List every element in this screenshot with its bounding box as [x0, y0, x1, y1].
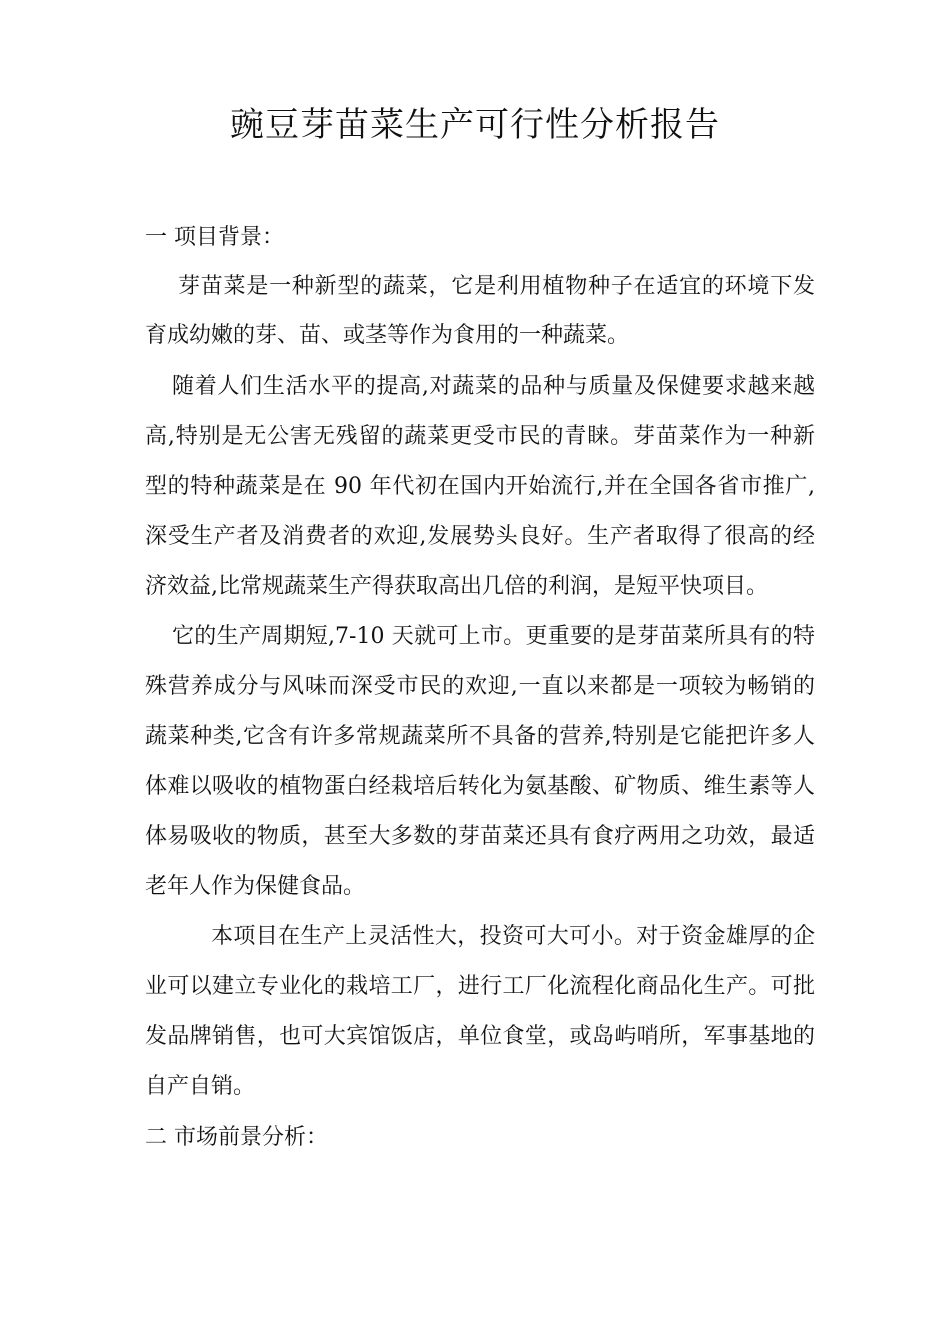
paragraph-line: 自产自销。: [145, 1074, 256, 1099]
paragraph-line: 体易吸收的物质，甚至大多数的芽苗菜还具有食疗两用之功效，最适: [145, 824, 815, 849]
paragraph-line: 芽苗菜是一种新型的蔬菜，它是利用植物种子在适宜的环境下发: [178, 274, 815, 299]
paragraph-line: 本项目在生产上灵活性大，投资可大可小。对于资金雄厚的企: [211, 924, 815, 949]
paragraph-line: 高,特别是无公害无残留的蔬菜更受市民的青睐。芽苗菜作为一种新: [145, 424, 815, 449]
paragraph-line: 它的生产周期短,7-10 天就可上市。更重要的是芽苗菜所具有的特: [172, 624, 815, 649]
paragraph-line: 济效益,比常规蔬菜生产得获取高出几倍的利润，是短平快项目。: [145, 574, 768, 599]
section-heading-background: 一 项目背景：: [145, 225, 284, 250]
document-title: 豌豆芽苗菜生产可行性分析报告: [230, 105, 720, 145]
paragraph-line: 随着人们生活水平的提高,对蔬菜的品种与质量及保健要求越来越: [172, 374, 815, 399]
paragraph-line: 蔬菜种类,它含有许多常规蔬菜所不具备的营养,特别是它能把许多人: [145, 724, 815, 749]
paragraph-line: 育成幼嫩的芽、苗、或茎等作为食用的一种蔬菜。: [145, 323, 630, 348]
section-heading-market: 二 市场前景分析：: [145, 1125, 328, 1150]
paragraph-line: 深受生产者及消费者的欢迎,发展势头良好。生产者取得了很高的经: [145, 524, 815, 549]
paragraph-line: 发品牌销售，也可大宾馆饭店，单位食堂，或岛屿哨所，军事基地的: [145, 1024, 815, 1049]
paragraph-line: 体难以吸收的植物蛋白经栽培后转化为氨基酸、矿物质、维生素等人: [145, 774, 815, 799]
paragraph-line: 殊营养成分与风味而深受市民的欢迎,一直以来都是一项较为畅销的: [145, 674, 815, 699]
paragraph-line: 老年人作为保健食品。: [145, 874, 366, 899]
paragraph-line: 型的特种蔬菜是在 90 年代初在国内开始流行,并在全国各省市推广,: [145, 474, 815, 499]
paragraph-line: 业可以建立专业化的栽培工厂，进行工厂化流程化商品化生产。可批: [145, 974, 815, 999]
